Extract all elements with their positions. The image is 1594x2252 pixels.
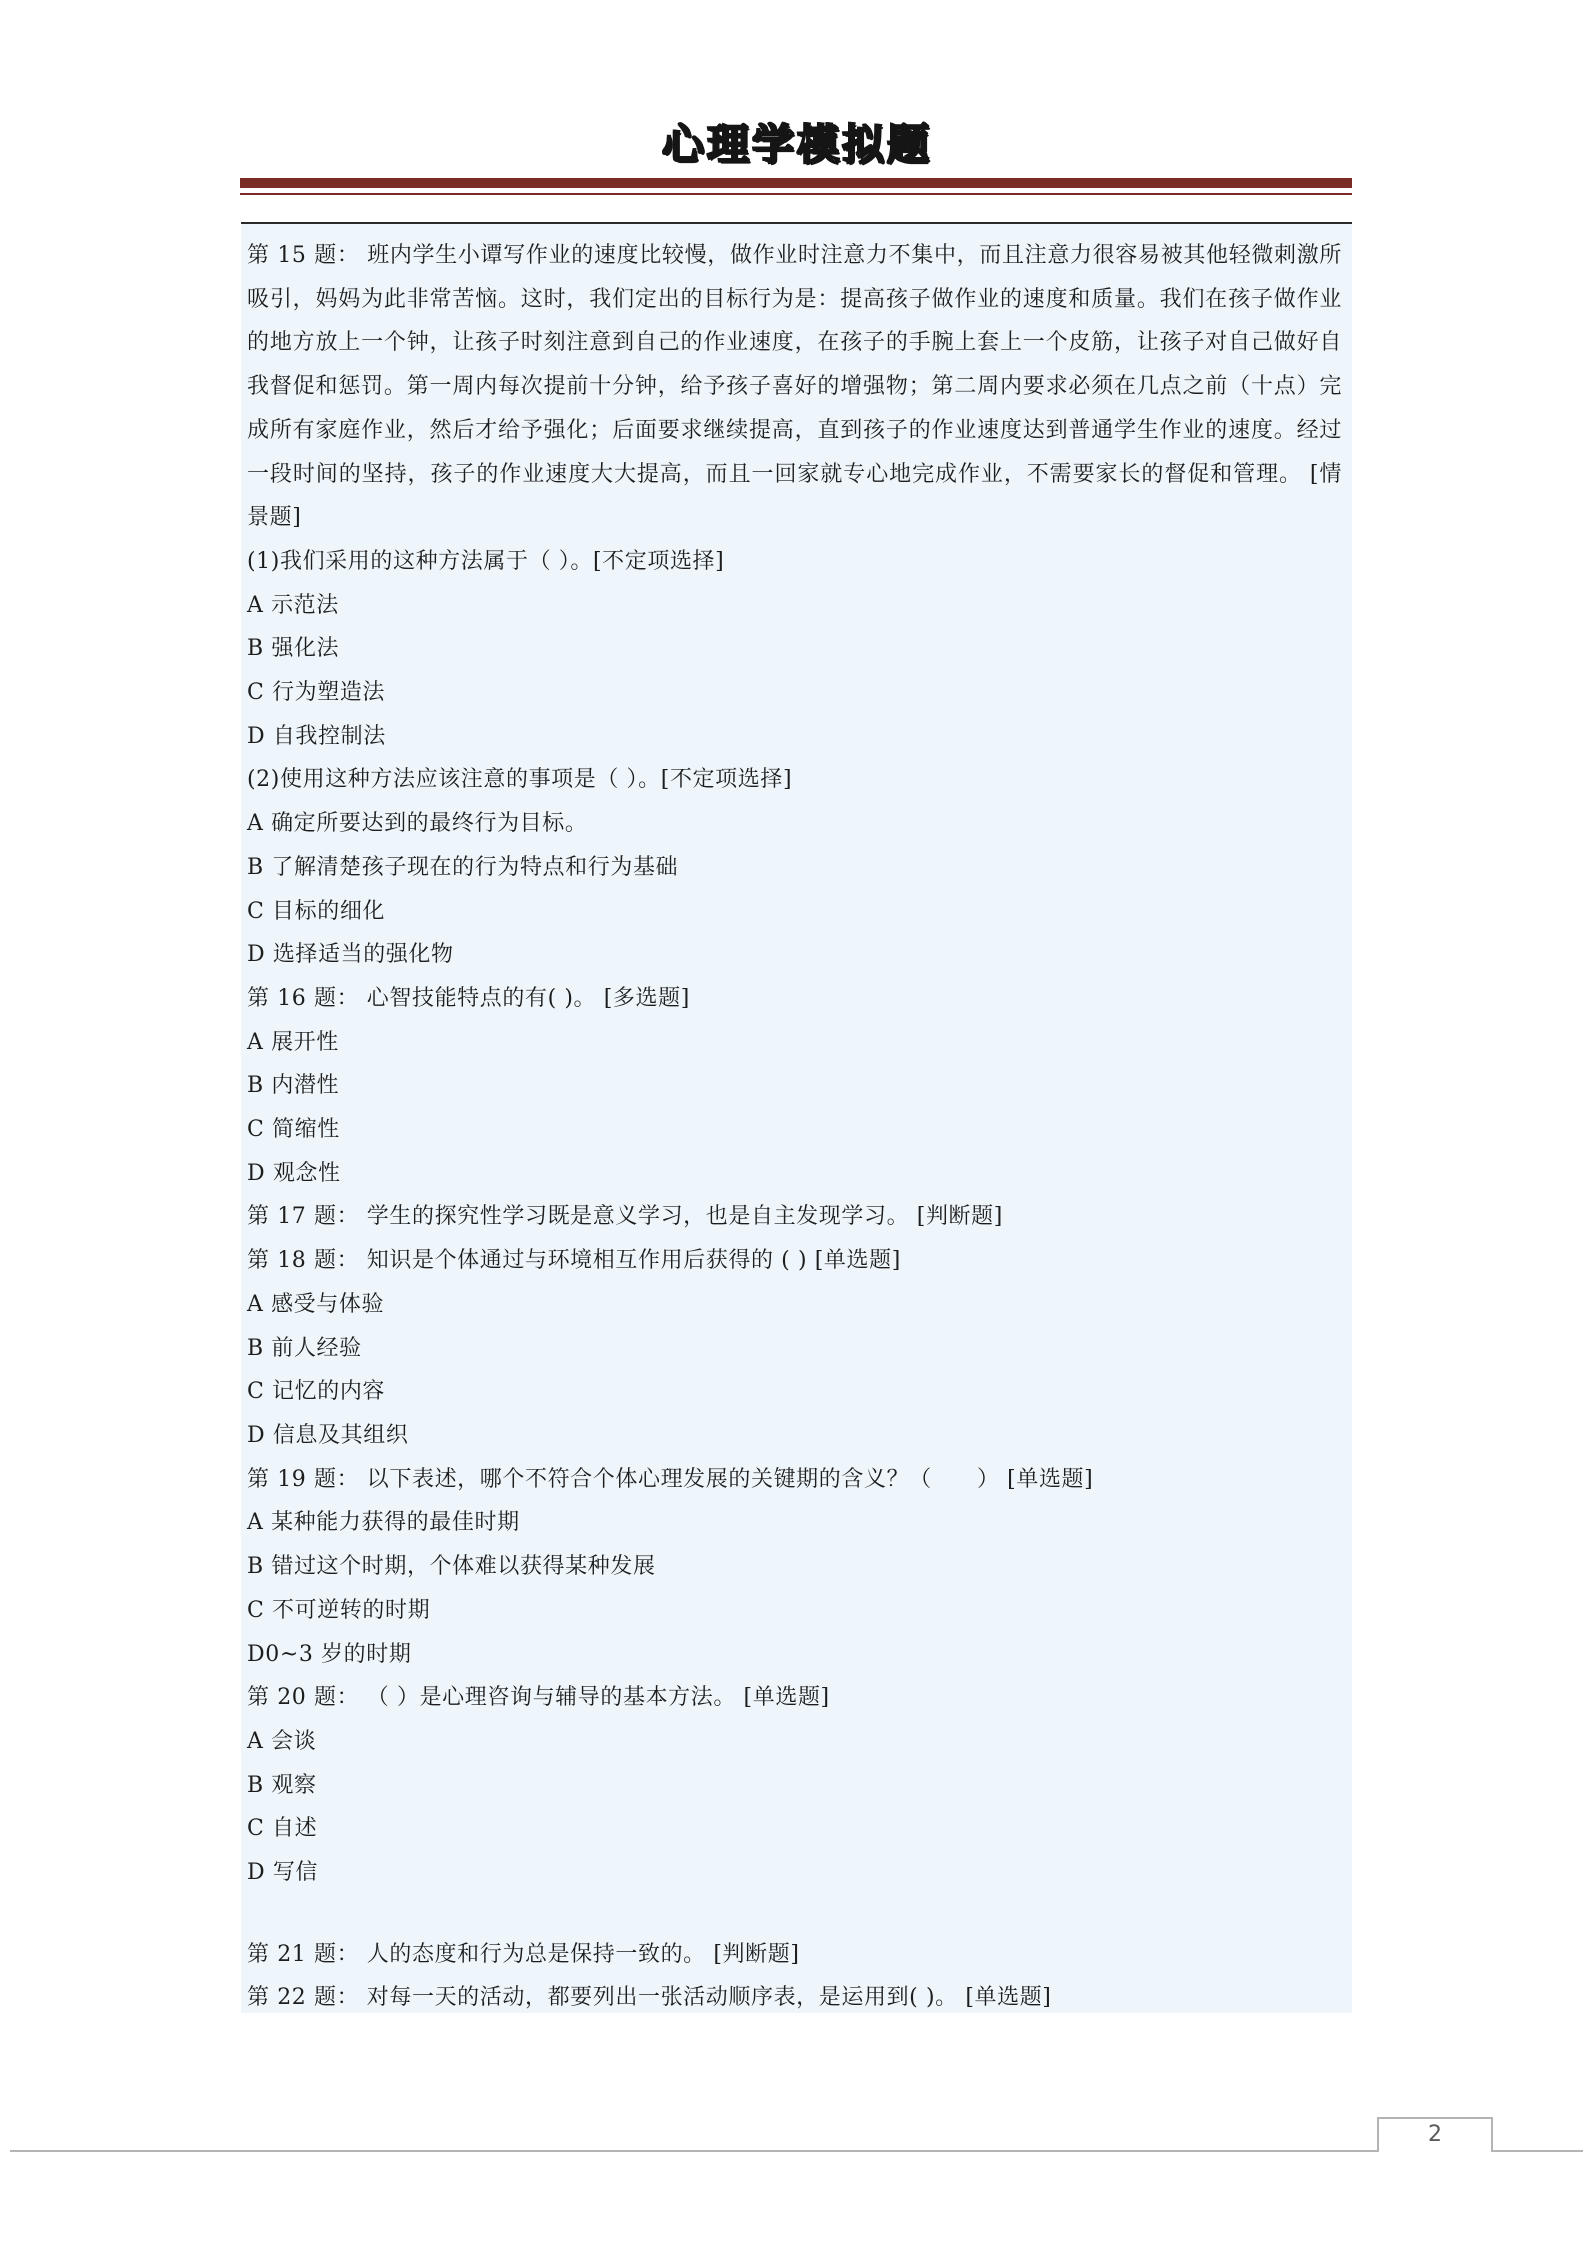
question-15-sub1-option-c: C 行为塑造法 <box>247 680 386 706</box>
question-16-option-b: B 内潜性 <box>247 1073 340 1099</box>
question-21: 第 21 题： 人的态度和行为总是保持一致的。 [判断题] <box>247 1941 800 1967</box>
question-16-option-c: C 简缩性 <box>247 1117 340 1143</box>
header-rule-thin <box>240 193 1352 195</box>
question-15-sub2: (2)使用这种方法应该注意的事项是（ ）。[不定项选择] <box>247 767 793 793</box>
question-16-option-a: A 展开性 <box>247 1029 339 1055</box>
question-16: 第 16 题： 心智技能特点的有( )。 [多选题] <box>247 985 690 1011</box>
question-15-sub1-option-b: B 强化法 <box>247 636 340 662</box>
question-22: 第 22 题： 对每一天的活动，都要列出一张活动顺序表，是运用到( )。 [单选题] <box>247 1985 1052 2011</box>
question-15-stem: 第 15 题： 班内学生小谭写作业的速度比较慢，做作业时注意力不集中，而且注意力很容易被其他轻微刺激所吸引，妈妈为此非常苦恼。这时，我们定出的目标行为是：提高孩子做作业的速度和质量。我们在孩子做作业的地方放上一个钟，让孩子时刻注意到自己的作业速度，在孩子的手腕上套上一个皮筋，让孩子对自己做好自我督促和惩罚。第一周内每次提前十分钟，给予孩子喜好的增强物；第二周内要求必须在几点之前（十点）完成所有家庭作业，然后才给予强化；后面要求继续提高，直到孩子的作业速度达到普通学生作业的速度。经过一段时间的坚持，孩子的作业速度大大提高，而且一回家就专心地完成作业，不需要家长的督促和管理。 [情景题] <box>247 243 1342 531</box>
footer-rule-left <box>10 2150 1378 2152</box>
question-content <box>241 222 1352 2013</box>
question-15-sub2-option-b: B 了解清楚孩子现在的行为特点和行为基础 <box>247 854 679 880</box>
question-20-option-a: A 会谈 <box>247 1728 317 1754</box>
header-rule-thick <box>240 178 1352 188</box>
section-spacer <box>247 1895 1346 1933</box>
question-18-option-c: C 记忆的内容 <box>247 1379 386 1405</box>
question-19-option-a: A 某种能力获得的最佳时期 <box>247 1510 520 1536</box>
question-15-sub2-option-a: A 确定所要达到的最终行为目标。 <box>247 811 588 837</box>
question-15-sub1: (1)我们采用的这种方法属于（ ）。[不定项选择] <box>247 548 725 574</box>
question-20: 第 20 题： （ ）是心理咨询与辅导的基本方法。 [单选题] <box>247 1685 830 1711</box>
page-number: 2 <box>1377 2117 1493 2152</box>
question-18: 第 18 题： 知识是个体通过与环境相互作用后获得的 ( ) [单选题] <box>247 1248 901 1274</box>
question-15-sub2-option-d: D 选择适当的强化物 <box>247 942 454 968</box>
page-footer <box>0 2115 1594 2175</box>
question-20-option-d: D 写信 <box>247 1860 319 1886</box>
question-19-option-b: B 错过这个时期，个体难以获得某种发展 <box>247 1554 656 1580</box>
question-18-option-b: B 前人经验 <box>247 1335 362 1361</box>
question-20-option-b: B 观察 <box>247 1772 317 1798</box>
question-19-option-d: D0~3 岁的时期 <box>247 1641 412 1667</box>
question-15-sub1-option-a: A 示范法 <box>247 592 339 618</box>
question-16-option-d: D 观念性 <box>247 1160 341 1186</box>
question-19: 第 19 题： 以下表述，哪个不符合个体心理发展的关键期的含义？（ ） [单选题] <box>247 1466 1094 1492</box>
footer-rule-right <box>1493 2150 1583 2152</box>
question-20-option-c: C 自述 <box>247 1816 318 1842</box>
question-18-option-a: A 感受与体验 <box>247 1291 385 1317</box>
question-17: 第 17 题： 学生的探究性学习既是意义学习，也是自主发现学习。 [判断题] <box>247 1204 1003 1230</box>
page-header <box>0 0 1594 230</box>
question-15-sub1-option-d: D 自我控制法 <box>247 723 386 749</box>
question-18-option-d: D 信息及其组织 <box>247 1422 409 1448</box>
question-19-option-c: C 不可逆转的时期 <box>247 1597 431 1623</box>
question-15-sub2-option-c: C 目标的细化 <box>247 898 386 924</box>
document-title: 心理学模拟题 <box>661 120 932 169</box>
